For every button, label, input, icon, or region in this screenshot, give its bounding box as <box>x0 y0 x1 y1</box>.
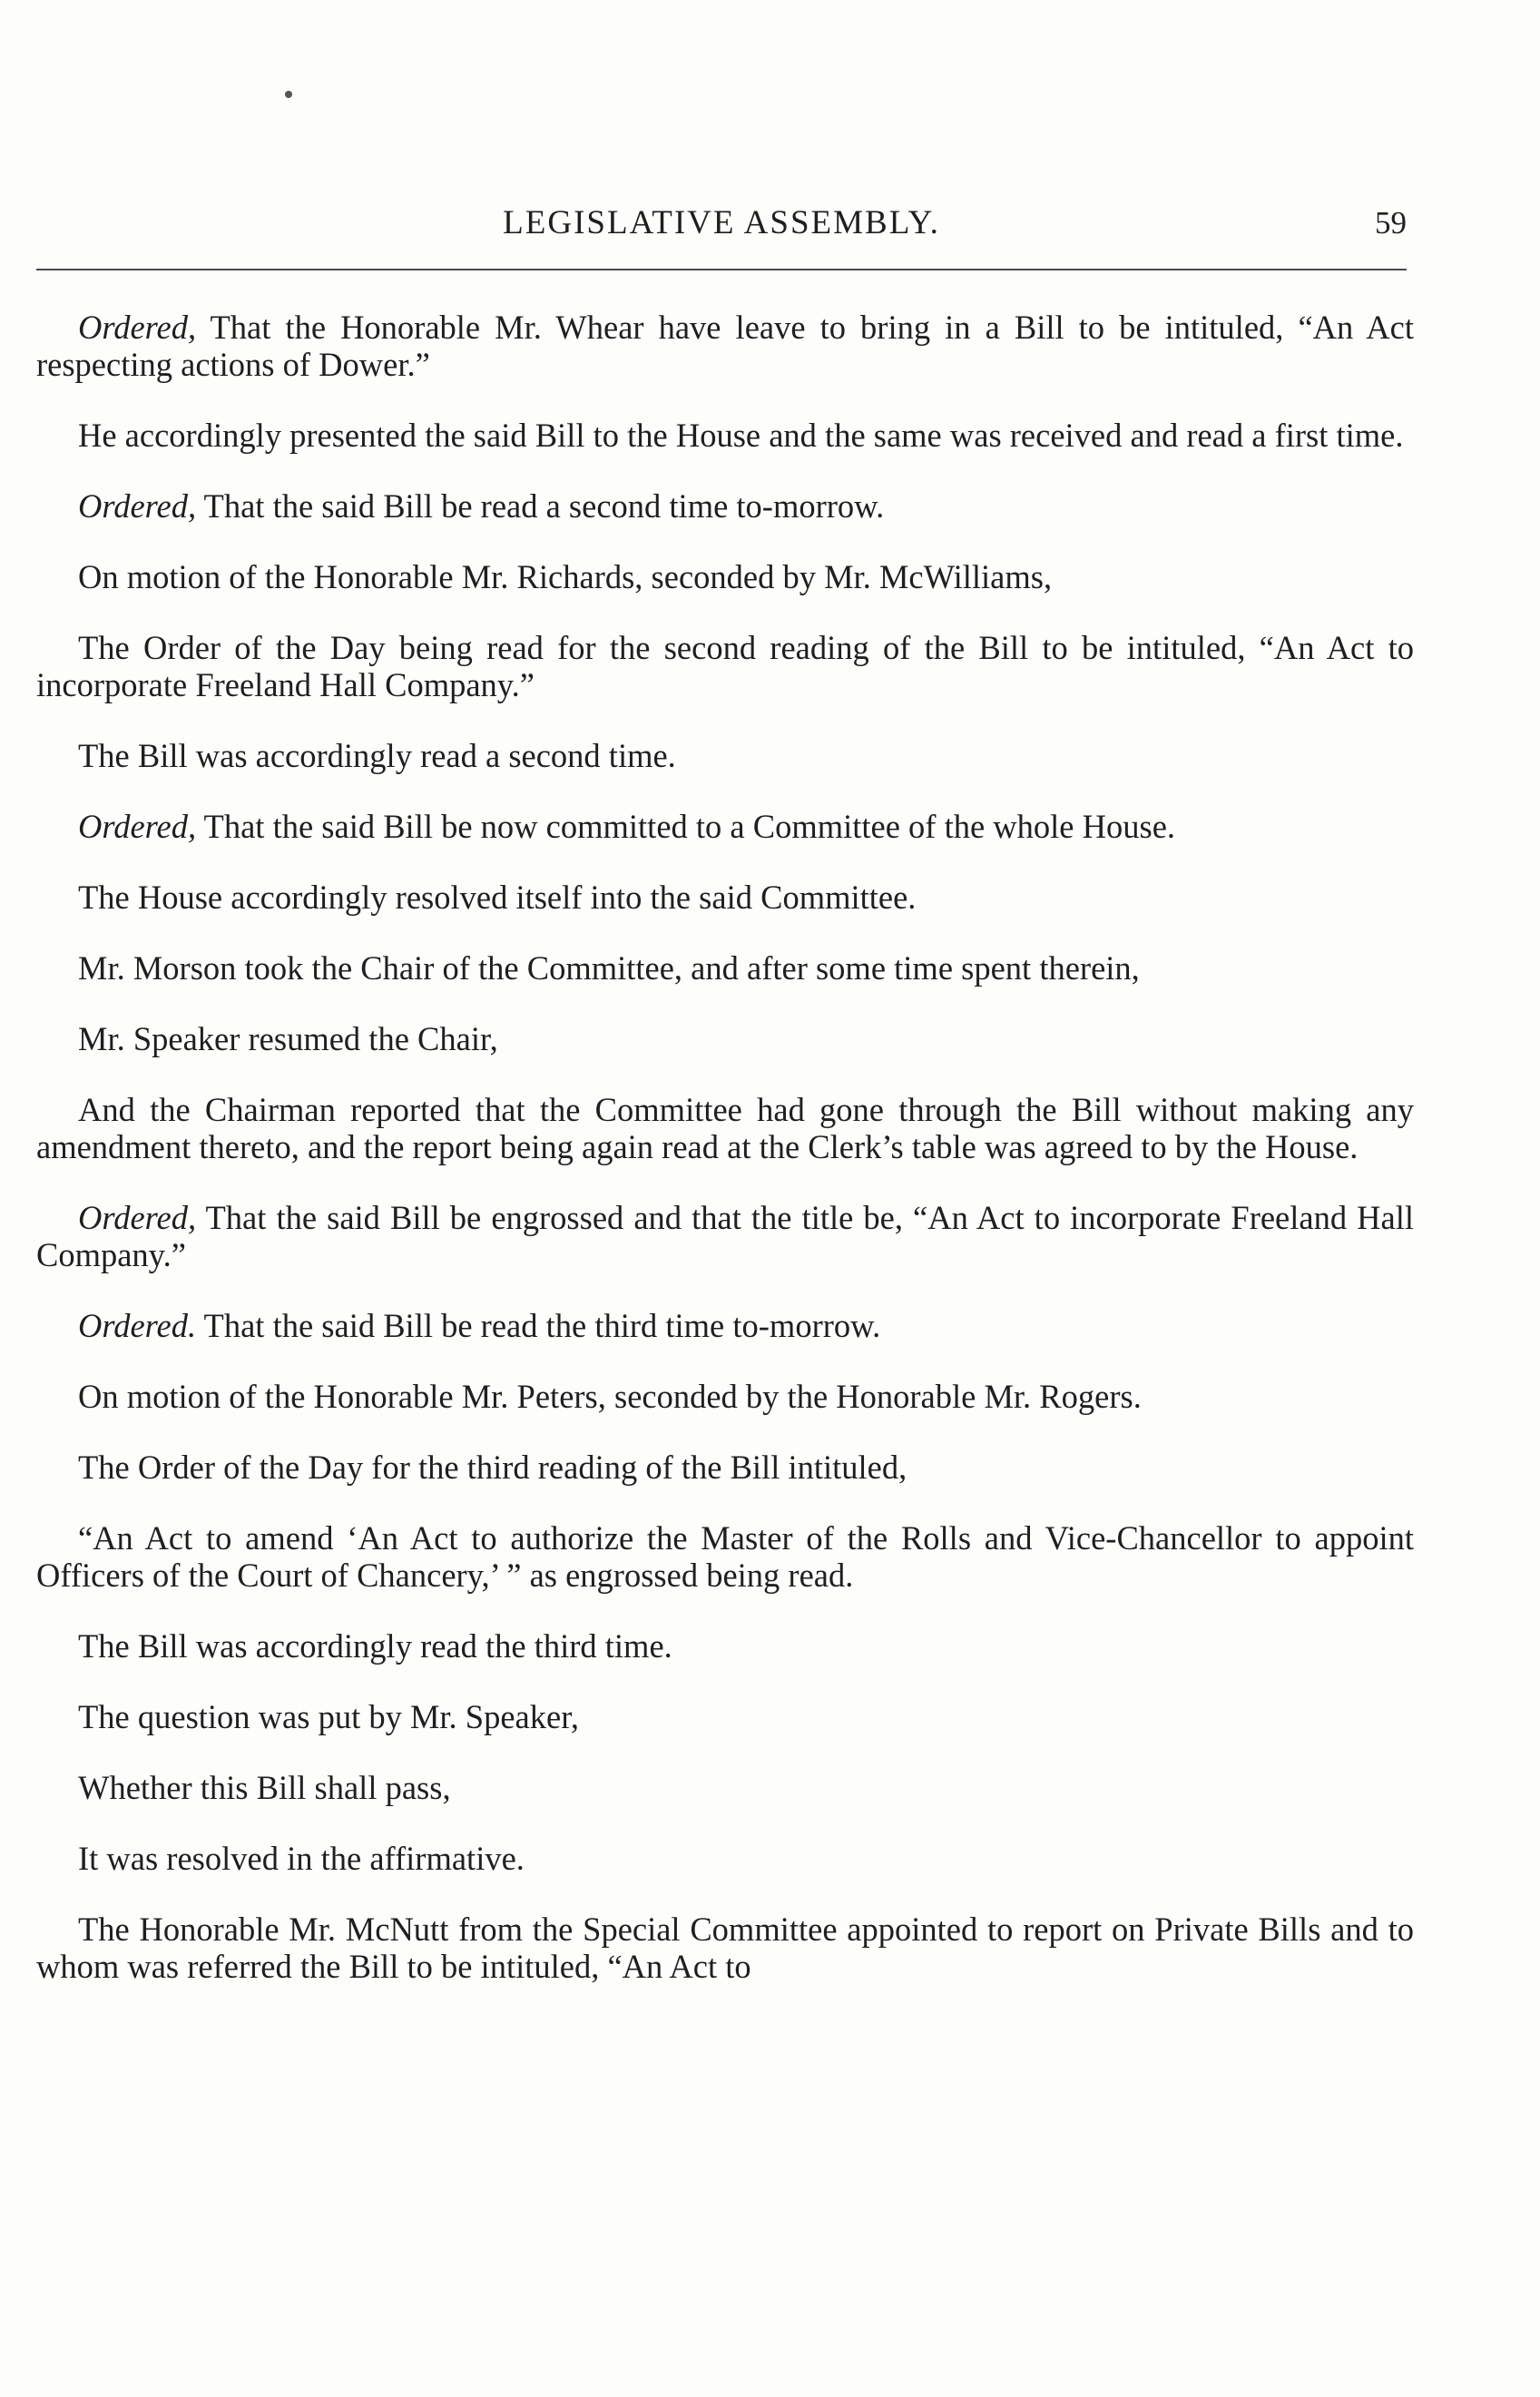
paragraph <box>36 558 1414 595</box>
paragraph-text: The House accordingly resolved itself into the said Committee. <box>78 879 917 916</box>
page-number: 59 <box>1375 205 1407 241</box>
paragraph-lead: Ordered, <box>78 309 197 346</box>
paragraph-text: Mr. Speaker resumed the Chair, <box>78 1020 498 1057</box>
paragraph-text: The Bill was accordingly read the third time. <box>78 1627 672 1665</box>
paragraph-text: That the said Bill be read a second time to-morrow. <box>196 487 885 525</box>
paragraph <box>36 309 1414 383</box>
paragraph <box>36 1627 1414 1665</box>
paragraph-lead: Ordered, <box>78 808 197 845</box>
running-head: LEGISLATIVE ASSEMBLY. <box>503 204 940 241</box>
paragraph-text: The Bill was accordingly read a second time. <box>78 737 676 774</box>
paragraph <box>36 1199 1414 1273</box>
paragraph-lead: Ordered, <box>78 487 197 525</box>
paragraph-text: And the Chairman reported that the Committee had gone through the Bill without making any amendment thereto, and the report being again read at the Clerk’s table was agreed to by the House. <box>36 1091 1414 1165</box>
paragraph-text: Whether this Bill shall pass, <box>78 1769 451 1806</box>
paragraph-text: On motion of the Honorable Mr. Richards, seconded by Mr. McWilliams, <box>78 558 1053 595</box>
paragraph <box>36 629 1414 703</box>
paragraph-text: That the said Bill be engrossed and that the title be, “An Act to incorporate Freeland Hall Company.” <box>36 1199 1414 1273</box>
paragraph <box>36 1769 1414 1806</box>
paragraph-text: Mr. Morson took the Chair of the Committee, and after some time spent therein, <box>78 949 1140 987</box>
paragraph-text: It was resolved in the affirmative. <box>78 1840 525 1877</box>
paragraph-text: On motion of the Honorable Mr. Peters, seconded by the Honorable Mr. Rogers. <box>78 1378 1142 1415</box>
paragraph-lead: Ordered. <box>78 1307 197 1344</box>
paragraph <box>36 1307 1414 1344</box>
paragraph-text: “An Act to amend ‘An Act to authorize the Master of the Rolls and Vice-Chancellor to appoint Officers of the Court of Chancery,’ ” as engrossed being read. <box>36 1519 1414 1594</box>
paragraph-text: The question was put by Mr. Speaker, <box>78 1698 580 1735</box>
ink-speck-mark <box>285 91 292 98</box>
paragraph <box>36 1840 1414 1877</box>
paragraph <box>36 1378 1414 1415</box>
paragraph-lead: Ordered, <box>78 1199 197 1236</box>
paragraph <box>36 1911 1414 1985</box>
document-body <box>36 309 1414 2019</box>
page-header <box>36 201 1407 245</box>
paragraph-text: He accordingly presented the said Bill to the House and the same was received and read a first time. <box>78 417 1404 454</box>
paragraph <box>36 949 1414 987</box>
paragraph-text: The Honorable Mr. McNutt from the Special Committee appointed to report on Private Bills and to whom was referred the Bill to be intituled, “An Act to <box>36 1911 1414 1985</box>
paragraph <box>36 1698 1414 1735</box>
paragraph <box>36 1449 1414 1486</box>
paragraph-text: That the Honorable Mr. Whear have leave to bring in a Bill to be intituled, “An Act respecting actions of Dower.” <box>36 309 1414 383</box>
paragraph-text: The Order of the Day being read for the second reading of the Bill to be intituled, “An Act to incorporate Freeland Hall Company.” <box>36 629 1414 703</box>
paragraph <box>36 487 1414 525</box>
header-rule <box>36 269 1407 270</box>
paragraph <box>36 1091 1414 1165</box>
paragraph <box>36 808 1414 845</box>
paragraph-text: That the said Bill be now committed to a Committee of the whole House. <box>196 808 1176 845</box>
paragraph <box>36 417 1414 454</box>
paragraph-text: The Order of the Day for the third reading of the Bill intituled, <box>78 1449 907 1486</box>
paragraph <box>36 879 1414 916</box>
paragraph <box>36 1519 1414 1594</box>
paragraph <box>36 737 1414 774</box>
paragraph <box>36 1020 1414 1057</box>
paragraph-text: That the said Bill be read the third time to-morrow. <box>196 1307 881 1344</box>
